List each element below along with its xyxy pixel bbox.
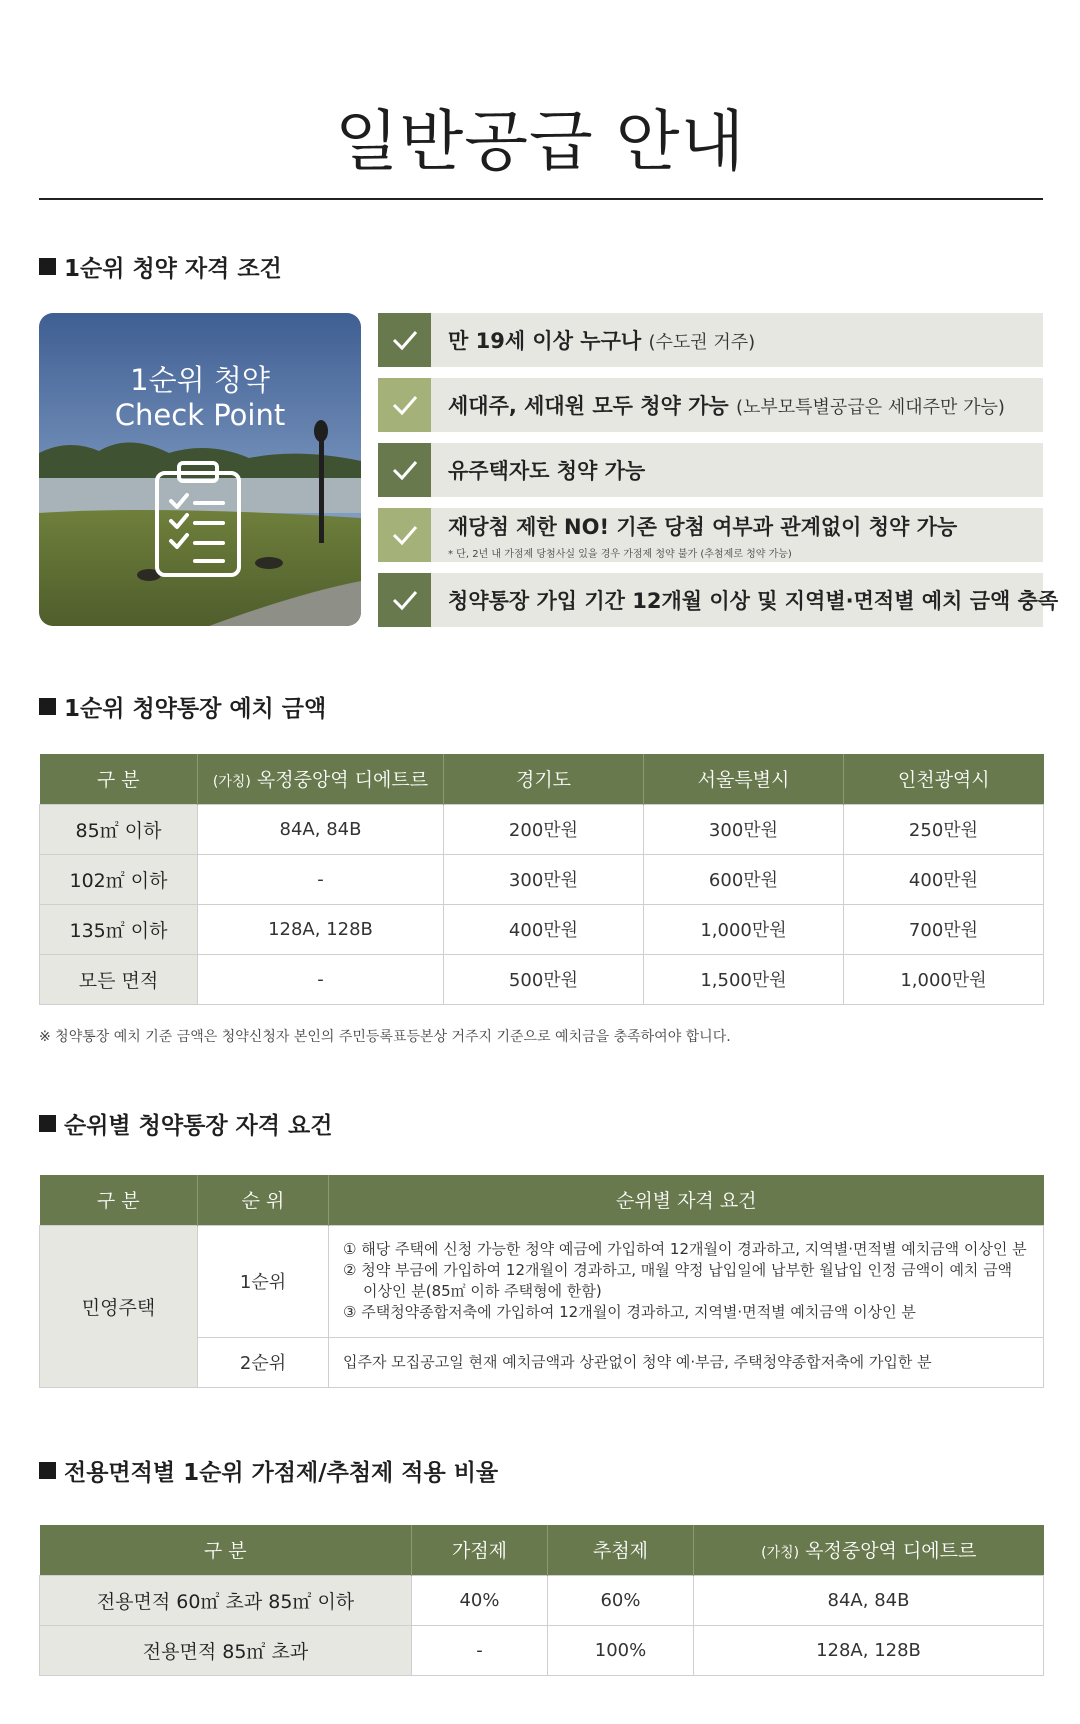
title-divider <box>39 198 1043 200</box>
requirement-line: ③ 주택청약종합저축에 가입하여 12개월이 경과하고, 지역별·면적별 예치금액 이상인 분 <box>343 1303 916 1321</box>
section-heading-eligibility <box>39 250 282 283</box>
table-row <box>40 854 1044 904</box>
square-bullet-icon <box>39 1462 56 1479</box>
table-row <box>40 904 1044 954</box>
table-cell: 1,000만원 <box>644 904 844 954</box>
row-label: 모든 면적 <box>40 954 198 1004</box>
table-row <box>40 1575 1044 1625</box>
header-cell: 가점제 <box>412 1525 548 1575</box>
table-cell: 84A, 84B <box>694 1575 1044 1625</box>
row-label: 민영주택 <box>40 1225 198 1387</box>
table-cell: 60% <box>548 1575 694 1625</box>
condition-row <box>378 573 1059 627</box>
table-row <box>40 804 1044 854</box>
section-heading-text: 순위별 청약통장 자격 요건 <box>64 1113 333 1139</box>
table-cell: 128A, 128B <box>694 1625 1044 1675</box>
row-label: 전용면적 85㎡ 초과 <box>40 1625 412 1675</box>
checkpoint-title-line2: Check Point <box>114 398 286 432</box>
table-cell: 200만원 <box>444 804 644 854</box>
header-cell: 인천광역시 <box>844 754 1044 804</box>
requirement-line: ② 청약 부금에 가입하여 12개월이 경과하고, 매월 약정 납입일에 납부한 월납입 인정 금액이 예치 금액 <box>343 1261 1013 1279</box>
table-cell: 40% <box>412 1575 548 1625</box>
table-cell: 1,000만원 <box>844 954 1044 1004</box>
check-icon <box>378 443 431 497</box>
header-cell-prefix: (가칭) <box>761 1545 800 1562</box>
condition-main: 청약통장 가입 기간 12개월 이상 및 지역별·면적별 예치 금액 충족 <box>448 589 1059 613</box>
table-cell: - <box>198 854 444 904</box>
header-cell-text: 옥정중앙역 디에트르 <box>805 1540 977 1563</box>
row-label: 전용면적 60㎡ 초과 85㎡ 이하 <box>40 1575 412 1625</box>
table-cell: 1,500만원 <box>644 954 844 1004</box>
requirement-cell <box>329 1225 1044 1337</box>
condition-main: 세대주, 세대원 모두 청약 가능 <box>448 394 729 418</box>
condition-row <box>378 378 1043 432</box>
condition-sub: (수도권 거주) <box>648 332 756 353</box>
header-cell: 순위별 자격 요건 <box>329 1175 1044 1225</box>
header-cell: 경기도 <box>444 754 644 804</box>
checkpoint-card <box>39 313 361 626</box>
table-cell: 128A, 128B <box>198 904 444 954</box>
table-cell: 300만원 <box>644 804 844 854</box>
section-heading-text: 전용면적별 1순위 가점제/추첨제 적용 비율 <box>64 1460 499 1486</box>
table-header-row <box>40 1175 1044 1225</box>
table-cell: 250만원 <box>844 804 1044 854</box>
section-heading-text: 1순위 청약 자격 조건 <box>64 256 282 282</box>
header-cell: 구 분 <box>40 1175 198 1225</box>
row-label: 102㎡ 이하 <box>40 854 198 904</box>
ratio-table <box>39 1525 1044 1676</box>
square-bullet-icon <box>39 698 56 715</box>
table-row <box>40 1625 1044 1675</box>
requirement-cell: 입주자 모집공고일 현재 예치금액과 상관없이 청약 예·부금, 주택청약종합저축에 가입한 분 <box>329 1337 1044 1387</box>
condition-note: * 단, 2년 내 가점제 당첨사실 있을 경우 가점제 청약 불가 (추첨제로 청약 가능) <box>448 548 792 560</box>
header-cell: 순 위 <box>198 1175 329 1225</box>
square-bullet-icon <box>39 258 56 275</box>
condition-row <box>378 443 1043 497</box>
condition-row <box>378 508 1043 562</box>
section-heading-ratio <box>39 1454 498 1487</box>
row-label: 135㎡ 이하 <box>40 904 198 954</box>
check-icon <box>378 378 431 432</box>
checkpoint-title-line1: 1순위 청약 <box>130 363 270 397</box>
header-cell: 추첨제 <box>548 1525 694 1575</box>
header-cell: 구 분 <box>40 1525 412 1575</box>
rank-cell: 2순위 <box>198 1337 329 1387</box>
page-title: 일반공급 안내 <box>334 103 746 180</box>
header-cell <box>694 1525 1044 1575</box>
table-cell: 400만원 <box>844 854 1044 904</box>
header-cell: 구 분 <box>40 754 198 804</box>
table-row <box>40 954 1044 1004</box>
condition-row <box>378 313 1043 367</box>
section-heading-rank-requirements <box>39 1107 332 1140</box>
requirement-line: 이상인 분(85㎡ 이하 주택형에 한함) <box>363 1282 602 1300</box>
table-cell: 100% <box>548 1625 694 1675</box>
deposit-footnote: ※ 청약통장 예치 기준 금액은 청약신청자 본인의 주민등록표등본상 거주지 기준으로 예치금을 충족하여야 합니다. <box>39 1029 731 1045</box>
table-row <box>40 1225 1044 1337</box>
header-cell-prefix: (가칭) <box>212 774 251 791</box>
table-cell: 500만원 <box>444 954 644 1004</box>
header-cell: 서울특별시 <box>644 754 844 804</box>
table-cell: 84A, 84B <box>198 804 444 854</box>
check-icon <box>378 508 431 562</box>
table-cell: 700만원 <box>844 904 1044 954</box>
condition-main: 만 19세 이상 누구나 <box>448 329 642 353</box>
table-cell: 600만원 <box>644 854 844 904</box>
requirement-line: ① 해당 주택에 신청 가능한 청약 예금에 가입하여 12개월이 경과하고, 지역별·면적별 예치금액 이상인 분 <box>343 1240 1027 1258</box>
table-cell: 400만원 <box>444 904 644 954</box>
header-cell <box>198 754 444 804</box>
section-heading-text: 1순위 청약통장 예치 금액 <box>64 696 327 722</box>
table-header-row <box>40 754 1044 804</box>
condition-main: 재당첨 제한 NO! 기존 당첨 여부과 관계없이 청약 가능 <box>448 514 958 539</box>
table-cell: - <box>198 954 444 1004</box>
deposit-table <box>39 754 1044 1005</box>
square-bullet-icon <box>39 1115 56 1132</box>
rank-requirements-table <box>39 1175 1044 1388</box>
condition-main: 유주택자도 청약 가능 <box>448 459 646 483</box>
table-cell: 300만원 <box>444 854 644 904</box>
check-icon <box>378 313 431 367</box>
table-cell: - <box>412 1625 548 1675</box>
condition-sub: (노부모특별공급은 세대주만 가능) <box>735 397 1005 418</box>
header-cell-text: 옥정중앙역 디에트르 <box>256 769 429 792</box>
row-label: 85㎡ 이하 <box>40 804 198 854</box>
table-header-row <box>40 1525 1044 1575</box>
check-icon <box>378 573 431 627</box>
rank-cell: 1순위 <box>198 1225 329 1337</box>
section-heading-deposit <box>39 690 326 723</box>
